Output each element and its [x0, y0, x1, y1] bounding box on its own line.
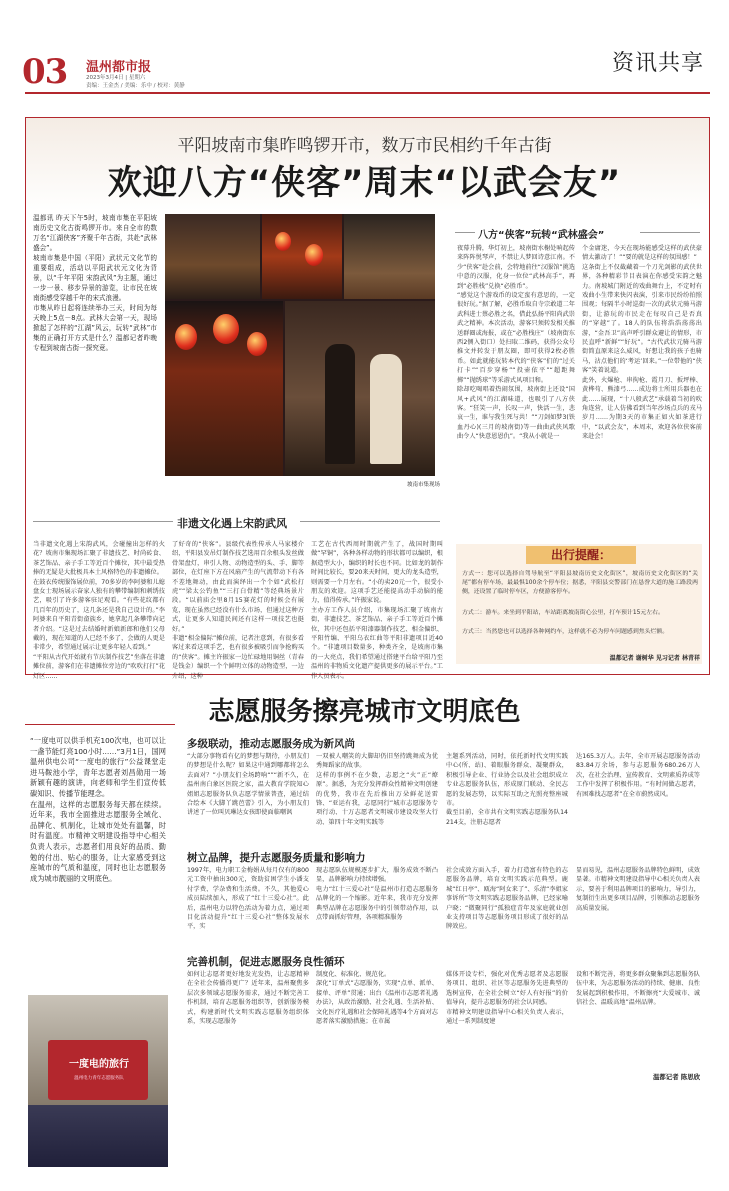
story2-left-rule — [25, 724, 175, 725]
person-silhouette-2 — [370, 354, 402, 464]
photo-lanterns-top — [262, 214, 342, 299]
photo-children — [28, 1105, 168, 1167]
page-number: 03 — [22, 52, 68, 92]
story2-headline: 志愿服务擦亮城市文明底色 — [208, 697, 521, 727]
masthead-divider — [25, 92, 710, 94]
photo-banner — [48, 1040, 148, 1100]
paper-name: 温州都市报 — [86, 60, 152, 75]
story1-lead: 温都讯 昨天下午5时，坡南市集在平阳坡南历史文化古街鸣锣开市。来自全市的数万名“江湖侠客”齐聚千年古街，共赴“武林盛会”。 坡南市集是中国（平阳）武状元文化节的重要组成，活动以平阳武状元文化为背景，以“千年平阳 宋韵武风”为主题，通过一步一景、移步异景的游览，让市民在坡南街感受穿越千年的宋式浪漫。 市集从昨日起将连续举办三天，时间为每天晚上5点－8点。武林大会第一天，现场掀起了怎样的“江湖”风云，玩转“武林”市集的正确打开方式是什么？温都记者昨晚专程到坡南古街一探究竟。 — [33, 214, 157, 352]
story2-s2-col4: 显而易见，温州志愿服务品牌特色鲜明，成效显著。市精神文明建设指导中心相关负责人表示，要善于利用品牌项目的影响力，导引力，复制衍生出更多项目品牌，引领推动志愿服务高质量发展。 — [576, 867, 700, 912]
story2-subhead-1: 多级联动，推动志愿服务成为新风尚 — [187, 738, 355, 750]
sub2-rule — [455, 232, 475, 233]
story2-s2-col1: 1997年，电力职工金梅娟从每月仅有的800元工资中抽出300元，资助贫困学生小潘支付学费、学杂费和生活费。不久，其他爱心成员陆续加入，形成了“红十三爱心社”。此后，温州电力以特色活动为着力点，通过项目化活动提升“红十三爱心社”整体发展水平，实 — [187, 867, 309, 931]
story1-col5: 个金庸迷，今天在现场能感受这样的武侠豪情太激动了！”“要的就是这样的氛围感！” 这条街上不仅截藏着一个刀光剑影的武侠世界，各种精彩节目表演在你感受宋韵之魅力。南坡城门附近的戏曲舞台上，不定时有戏曲小生带来快闪表演，引来市民纷纷拍照围观；每隔半小时巡街一次的武状元骑马游街，让游玩的市民走在每叹自己是否真的“穿越”了。18人的队伍将浩浩荡荡出游，“金吾卫”高声呼引群众避让的情形，市民直呼“新鲜”“好玩”。“古代武状元骑马游街简直原来这么威风，好想让我的孩子也骑马，沾点他们的‘考运’回来。”一位带他的“侠客”笑着说道。 此外，火爆枪、串拘枪、霞月刀、扳坪棒、黄桦苟、熊漆弓……成边将士所用兵器也在此……展现，“十八般武艺”承载着当初的吹角连营，让人仿佛看到当年沙场点兵的戎马岁月……为期3天的市集正如火如茶进行中，“以武会友”，本周末，欢迎各位侠客前来赴会！ — [582, 245, 702, 441]
story2-lead-quote: “一度电可以供手机充100次电，也可以让一盏节能灯亮100小时……”3月1日，国网温州供电公司“一度电的旅行”公益课堂走进马鞍池小学，青年志愿者刘昌勋用一场新颖有趣的演讲，向老师和学生们宣传低碳知识、传播节能理念。 在温州，这样的志愿服务每天都在续续。近年来，我市全面推进志愿服务全域化、品牌化、机制化，让城市处处有温馨，时时有温度。市精神文明建设指导中心相关负责人表示，志愿者们用良好的品质、勤勉的付出、贴心的服务，让大家感受到这座城市的气质和温度，同时也让志愿服务成为城市靓丽的文明底色。 — [30, 736, 166, 883]
travel-tips-title: 出行提醒： — [526, 546, 636, 564]
editorial-staff: 责编：王金杰 / 美编：乐中 / 校对：黄静 — [86, 83, 185, 89]
photo-caption: 坡南市集现场 — [406, 482, 440, 488]
photo-street-top — [165, 214, 260, 299]
tip-3: 方式三：当然您也可以选择各种网约车，这样就不必为停车问题感到焦头烂额。 — [462, 629, 669, 635]
story2-subhead-2: 树立品牌，提升志愿服务质量和影响力 — [187, 852, 366, 864]
story1-col3: 工艺在古代西周时期就产生了，战国时期叫做“罕铜”，各种各样动物的形状都可以编织，根据造型大小，编织的时长也不同。比如龙的制作时间比较长，要20来天时间，更大的龙头造型，则需要一个月左右。“小的卖20元一个，很受小朋友的欢迎。这项手艺还能提高动手动脑的能力，值得传承。”许振家说。 主办方工作人员介绍，市集现场汇聚了坡南古街，非遗技艺、茶艺饰品、亲子手工等近百个摊位，其中还包括平阳漆器制作技艺、相金偏织、平阳竹编、平阳乌衣红曲等平阳非遗项目近40个。“非遗项目数量多，种类齐全，是坡南市集的一大亮点，我们希望通过搭建平台给平阳乃至温州的非物质文化遗产提供更多的展示平台。”工作人员表示。 — [311, 541, 443, 680]
sub2-rule-right — [640, 232, 700, 233]
story2-s3-col2: 制度化、标准化、规范化。 深化“订单式”志愿服务，实现“点单、派单、接单、评单”贯通；出台《温州市志愿者礼遇办法》，从政治激励、社会礼遇、生活补贴、文化医疗礼遇和社会保障礼遇等4个方面对志愿者落实激励措施；在市属 — [316, 971, 438, 1026]
story1-col2: 了好奇的“侠客”。县级代表性传承人马家楼介绍，平阳县发吊灯制作技艺选用百余根头发丝做骨架盘灯，串引人物、动物造型的头、手、脚等部位，在灯座下方在风扇产生的气流带动下有各不差地舞动，由此而演绎出一个个如“武松打虎”“梁太公钓鱼”“三打白骨精”等经典场景片段。“以前庙会里8月15赛花灯的时候会有展览，现在虽然已经没有什么市场，但通过这种方式，让更多人知道民间还有这样一项技艺也挺好。” 非遗“相金偏际”摊位前，记者注意到，有很多看客过来看这项手艺，也有很多被吸引而争抢购买的“侠客”。摊主许振家一边忙碌地用铜丝（青春是钱金）编织一个个鲜明立体的动物造型，一边介绍，这种 — [172, 541, 304, 680]
sub1-rule-right — [300, 521, 440, 522]
story2-s3-col3: 媒体开设专栏，强化对优秀志愿者及志愿服务项目、组织、社区等志愿服务先进典型的选树宣传，在全社会树立“好人有好报”的价值导向，提升志愿服务的社会认同感。 市精神文明建设指导中心相关负责人表示，通过一系列制度建 — [446, 971, 568, 1026]
volunteer-photo — [28, 995, 168, 1167]
market-photo — [165, 214, 435, 476]
tip-1: 方式一：您可以选择自驾导航至“平阳县坡南历史文化街区”，坡南历史文化街区的“关尾”都有停车场，最最惧100余个停车位；据悉，平阳县交警部门在恳誊大道的施工路段两侧，还设置了临时停车区，方便游客停车。 — [462, 571, 698, 595]
story1-subhead-1: 非遗文化遇上宋韵武风 — [177, 517, 287, 530]
story2-s3-col1: 如何让志愿者更好地发光发热，让志愿精神在全社会传播得更广？近年来，温州聚焦多层次多领域志愿服务需求，通过不断完善工作机制，培育志愿服务组织等，创新服务模式，构建新时代文明实践志愿服务组织体系，实现志愿服务 — [187, 971, 309, 1026]
photo-banner-subtext: 温州电力青年志愿服务队 — [74, 1076, 124, 1081]
story2-s1-col2: 一双被人嘲笑的大脚却仍旧坚持跳舞成为优秀舞蹈家的故事。 这样的事例不在少数，志愿之“火”正“燎原”。据悉，为充分发挥群众性精神文明创建的优势，我市在先后推出万朵鲜花送雷锋、“亚运有我，志愿同行”城市志愿服务专项行动、十万志愿者文明城市建设攻坚大行动、第四十年文明实践等 — [316, 753, 438, 826]
story2-s2-col3: 社会成效方面入手，着力打造富有特色的志愿服务品牌，培育文明实践示范典型。鹿城“红日亭”、瓯海“阿女来了”、乐清“李姐家事诉所”等文明实践志愿服务品牌，已经家喻户晓；“微聚同行”孤独症青年及家庭就业创业支持项目等志愿服务项目形成了很好的品牌效应。 — [446, 867, 568, 931]
story1-byline: 温都记者 谢树华 见习记者 林青祥 — [609, 655, 700, 662]
story2-s1-col4: 达165.3万人。去年，全市开展志愿服务活动83.84万余场，参与志愿服务680.26万人次，在社会治理、宣传教育、文明素质养成等工作中发挥了积极作用。“有时间做志愿者，有困难找志愿者”在全市蔚然成风。 — [576, 753, 700, 798]
story1-headline: 欢迎八方“侠客”周末“以武会友” — [107, 163, 622, 203]
person-silhouette-1 — [325, 344, 355, 464]
photo-costumed-pair — [285, 301, 435, 476]
sub1-rule-left — [33, 521, 173, 522]
story2-subhead-3: 完善机制，促进志愿服务良性循环 — [187, 956, 345, 968]
lantern-1 — [175, 324, 197, 350]
story1-subhead-2: 八方“侠客”玩转“武林盛会” — [478, 230, 605, 241]
story1-col1: 当非遗文化遇上宋韵武风，会碰撞出怎样的火花？坡南市集现场汇聚了非遗技艺、时尚砖食、茶艺饰品、亲子手工等近百个摊位，其中最受热捧的无疑是大批极具本土风格特色的非遗摊位。 在鼓衣传统服饰展位前，70多岁的李阿婆和儿媳盘女士现场展示奋家人独有的攀带编制和刺绣技艺，吸引了许多游客驻足观看。“有些花纹都有几百年的历史了，这几条还是我自己设计的。”李阿婆来自平阳青街畲族乡，她拿起几条攀带向记者介绍。“这是过去结婚时新娘新郎和他们父母戴的，现在知道的人已经不多了，会做的人更是非常少，希望通过展示让更多年轻人看到。” “平阳从古代开始就有节庆制作技艺”坐落在非遗摊位前，游客们在非遗摊位旁边的“吹吹打打”花灯区…… — [33, 541, 165, 680]
story2-byline: 温都记者 陈思欣 — [653, 1073, 700, 1081]
lantern-5 — [305, 244, 323, 266]
section-title: 资讯共享 — [611, 51, 704, 76]
story1-kicker: 平阳坡南市集昨鸣锣开市，数万市民相约千年古街 — [177, 136, 552, 156]
story1-col4: 夜幕升腾，华灯初上，坡南街水榭处响起传来阵阵悦琴声，不禁让人梦回诗意江南。不少“侠客”赴会前，会特地前往“汉服馆”挑选中意的汉服，化身一位位“武林高手”，再到“必胜栈”兑换“必胜币”。 “感觉这个游戏币的设定蛮有意思的，一定很好玩。”据了解，必胜币取自寺宗敢道二年武科进士蔡必胜之名，借此弘扬平阳尚武崇武之精神。本次活动，游客只须转发相关推送群圈或海报，或在“必胜栈庄”（坡南街东西2侧入街口）处扫取二维码，获得公众号推文并转发于朋友圈，即可获得2枚必胜币。如此就能玩转本代的“侠客”们的“过关打卡”“百步穿杨”“投壶依平”“超距舞掷”“抛绣球”等采游式风项目和。 除却吃喝唱着热闹氛围，坡南街上还设“国风+武风”的江湖味道，也吸引了八方侠客。“狂笑一声，长叹一声，快活一生，悲哀一生，谁与我生死与共！”“刀剑如梦3(铁血丹心)(三月的坡南街)等一曲曲武侠风歌曲令人“快意恩恩仇”。“我从小就是一 — [457, 245, 576, 441]
story2-s1-col3: 主题系列活动，同时，依托新时代文明实践中心(所、站)、着眼服务群众、凝聚群众，积极引导企业、行业协会以及社会组织成立专业志愿服务队伍，形成原门联动、全民志愿的发展态势，以实际互助之光照亮整座城市。 截至目前，全市共有文明实践志愿服务队14214支，注册志愿者 — [446, 753, 568, 826]
photo-banner-text: 一度电的旅行 — [69, 1059, 129, 1070]
story2-s2-col2: 现志愿队伍规模逐步扩大，服务成效不断凸显，品牌影响力持续增强。 电力“红十三爱心社”是温州市打造志愿服务品牌化的一个缩影。近年来，我市充分发挥典型品牌在志愿服务中的引领带动作用，以点带面抓好管理，各项精准服务 — [316, 867, 438, 922]
story2-s1-col1: “大部分事物看有亿的梦想与期待，小朋友们的梦想是什么呢？如果这中通到哪都将怎么去面对？”小朋友们全场跨响“”“新不久，在温州南白象区医院之家，温大教育学院知心姐姐志愿服务队负志愿学情景普查，通过结合绘本《大脚丫跳芭蕾》引入，为小朋友们讲述了一位叫贝琳达女孩即使面临嘲讽 — [187, 753, 309, 817]
tip-2: 方式二：游车。来坐到平阳站，车站距离坡南街心公里，打车预计15元左右。 — [462, 610, 664, 616]
story2-s3-col4: 设和不断完善，将更多群众聚集到志愿服务队伍中来，为志愿服务活动的持续、健康、良性发展起到积极作用，不断擦亮“大爱城市、诚信社会、温暖高地”温州品牌。 — [576, 971, 700, 1007]
photo-shopfront — [344, 214, 435, 299]
lantern-3 — [247, 332, 267, 356]
lantern-4 — [275, 232, 291, 251]
publication-date: 2023年3月4日 | 星期六 — [86, 75, 146, 81]
lantern-2 — [213, 314, 239, 344]
